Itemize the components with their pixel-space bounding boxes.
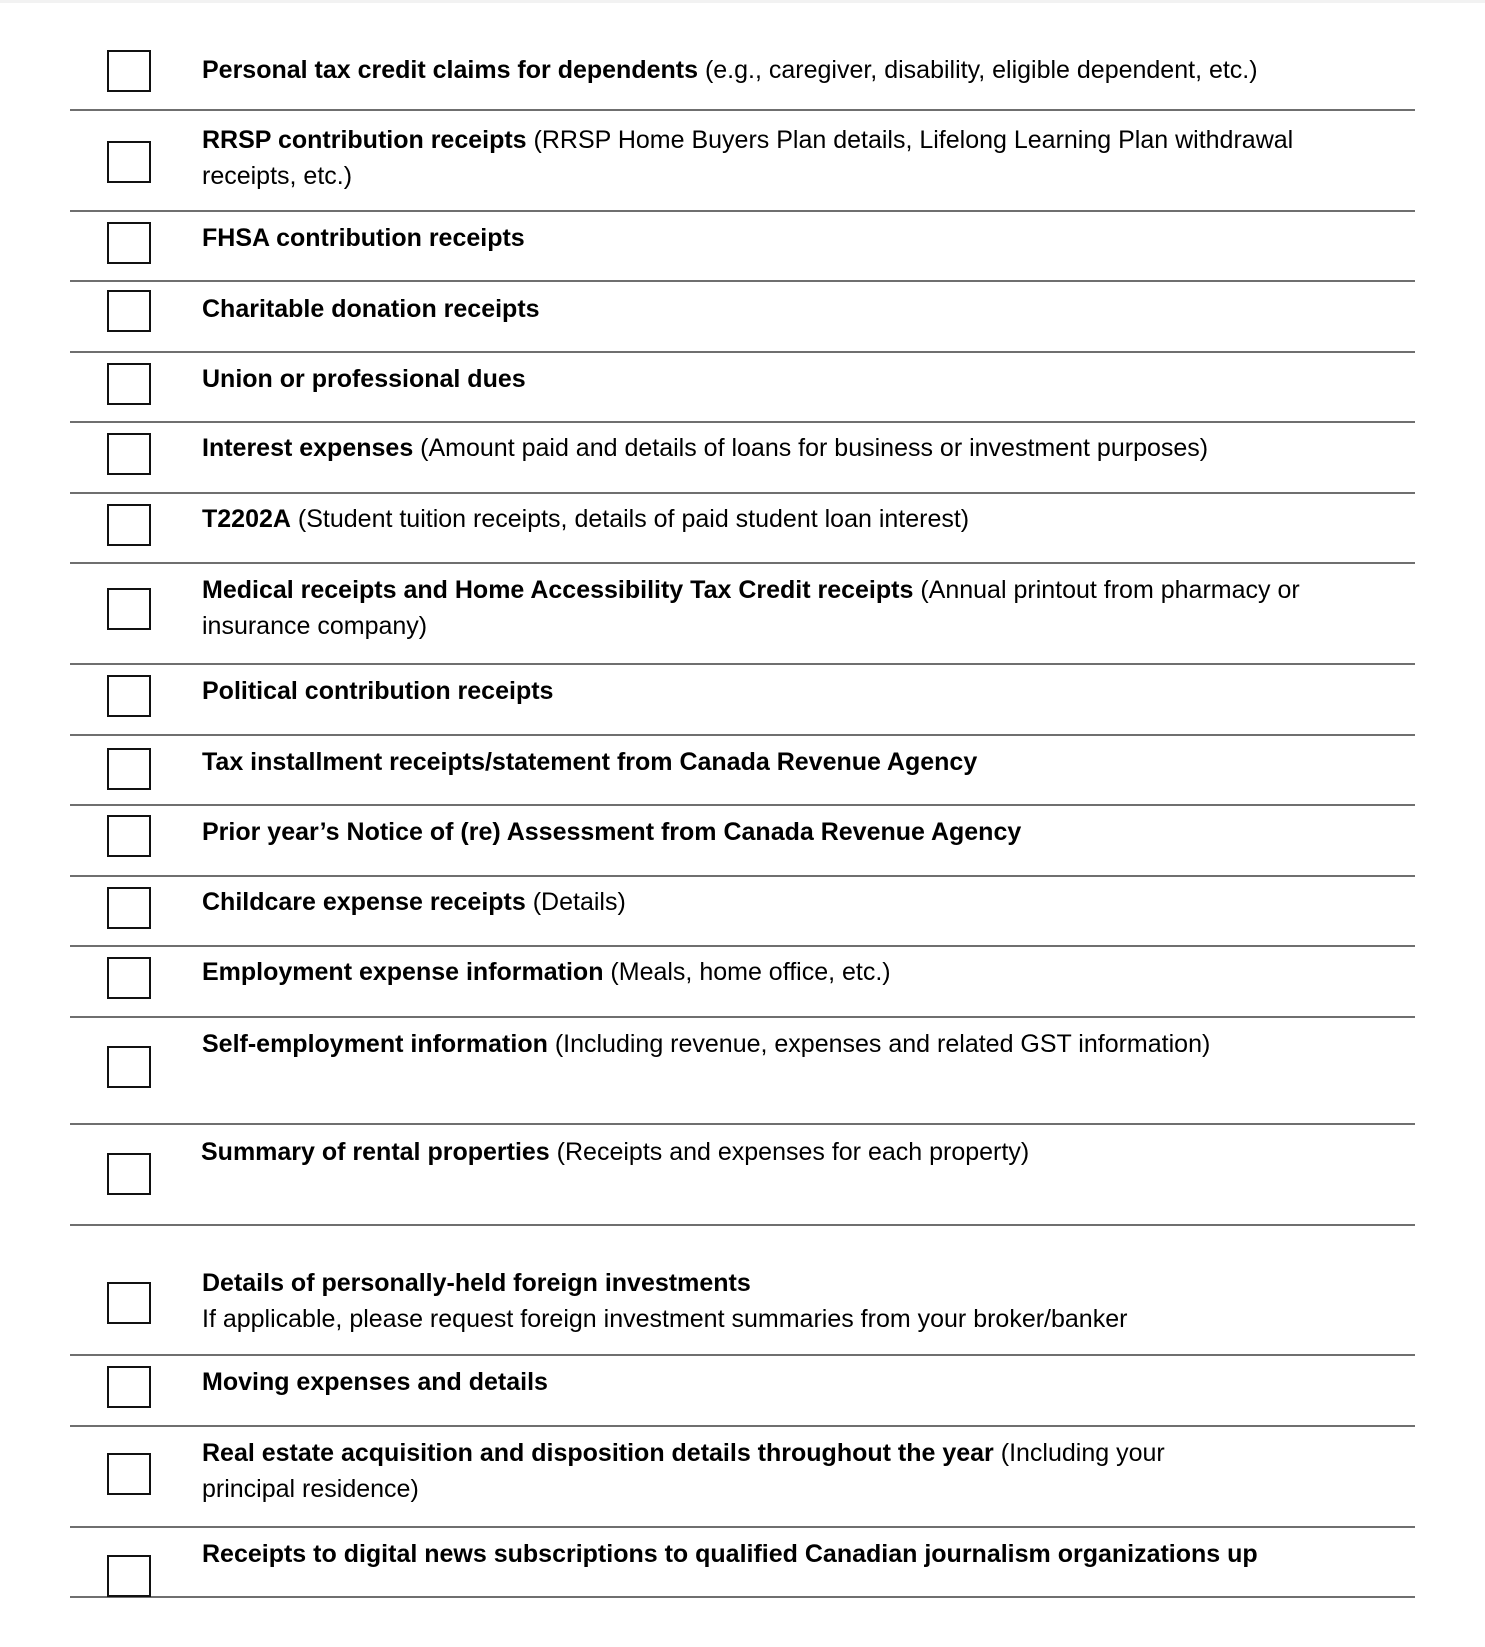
item-title: Tax installment receipts/statement from Canada Revenue Agency	[202, 748, 978, 776]
item-text	[202, 744, 1375, 780]
item-text	[202, 954, 1375, 990]
item-detail: (Receipts and expenses for each property)	[556, 1138, 1030, 1166]
item-title: Details of personally-held foreign investments	[202, 1269, 751, 1297]
item-text	[202, 673, 1375, 709]
item-text	[202, 361, 1375, 397]
checklist-row	[70, 736, 1415, 806]
checkbox[interactable]	[107, 363, 151, 405]
checklist-row	[70, 665, 1415, 736]
item-title: Employment expense information	[202, 958, 604, 986]
checkbox[interactable]	[107, 1555, 151, 1597]
checkbox[interactable]	[107, 50, 151, 92]
checklist-row	[70, 1356, 1415, 1427]
checkbox[interactable]	[107, 222, 151, 264]
checkbox[interactable]	[107, 433, 151, 475]
checklist-row	[70, 877, 1415, 947]
checkbox[interactable]	[107, 1453, 151, 1495]
item-text	[201, 1134, 1375, 1170]
item-title: Political contribution receipts	[202, 677, 554, 705]
item-text	[202, 814, 1375, 850]
checklist-row	[70, 282, 1415, 353]
item-title: Moving expenses and details	[202, 1368, 548, 1396]
item-title: Self-employment information	[202, 1030, 548, 1058]
item-subline: If applicable, please request foreign investment summaries from your broker/banker	[202, 1305, 1128, 1333]
checklist-row	[70, 1528, 1415, 1598]
item-title: FHSA contribution receipts	[202, 224, 525, 252]
checkbox[interactable]	[107, 504, 151, 546]
item-text	[202, 884, 1375, 920]
checkbox[interactable]	[107, 675, 151, 717]
item-text	[202, 430, 1375, 466]
checklist-row	[70, 1427, 1415, 1528]
checkbox[interactable]	[107, 748, 151, 790]
checklist-row	[70, 564, 1415, 665]
item-title: RRSP contribution receipts	[202, 126, 527, 154]
checklist-row	[70, 1125, 1415, 1226]
item-text	[202, 220, 1375, 256]
item-text	[202, 501, 1375, 537]
item-detail: (Annual printout from pharmacy or insurance company)	[202, 576, 1300, 640]
item-text	[202, 1435, 1215, 1507]
checklist-row	[70, 806, 1415, 877]
checklist-row	[70, 494, 1415, 564]
item-detail: (Student tuition receipts, details of paid student loan interest)	[297, 505, 970, 533]
item-text	[202, 1364, 1375, 1400]
item-text	[202, 1026, 1375, 1062]
checklist-row	[70, 212, 1415, 282]
checklist-row	[70, 1018, 1415, 1125]
item-text	[202, 1265, 1375, 1337]
item-detail: (Including your principal residence)	[202, 1439, 1165, 1503]
checkbox[interactable]	[107, 887, 151, 929]
item-detail: (e.g., caregiver, disability, eligible dependent, etc.)	[704, 56, 1258, 84]
checkbox[interactable]	[107, 1153, 151, 1195]
checklist-row	[70, 111, 1415, 212]
item-text	[202, 291, 1375, 327]
checklist-row	[70, 38, 1415, 111]
item-text	[202, 1536, 1375, 1572]
checklist-row	[70, 947, 1415, 1018]
checkbox[interactable]	[107, 141, 151, 183]
item-title: Receipts to digital news subscriptions to qualified Canadian journalism organizations up	[202, 1540, 1258, 1568]
item-title: T2202A	[202, 505, 291, 533]
checkbox[interactable]	[107, 290, 151, 332]
checkbox[interactable]	[107, 1282, 151, 1324]
item-detail: (Including revenue, expenses and related GST information)	[554, 1030, 1211, 1058]
item-title: Interest expenses	[202, 434, 414, 462]
item-title: Prior year’s Notice of (re) Assessment from Canada Revenue Agency	[202, 818, 1022, 846]
item-detail: (Amount paid and details of loans for business or investment purposes)	[420, 434, 1209, 462]
item-detail: (RRSP Home Buyers Plan details, Lifelong Learning Plan withdrawal receipts, etc.)	[202, 126, 1294, 190]
item-title: Personal tax credit claims for dependents	[202, 56, 698, 84]
item-text	[202, 122, 1375, 194]
item-title: Summary of rental properties	[201, 1138, 550, 1166]
item-title: Real estate acquisition and disposition details throughout the year	[202, 1439, 994, 1467]
checklist-row	[70, 423, 1415, 494]
item-title: Childcare expense receipts	[202, 888, 526, 916]
checklist-row	[70, 1226, 1415, 1356]
checkbox[interactable]	[107, 957, 151, 999]
item-title: Union or professional dues	[202, 365, 526, 393]
checkbox[interactable]	[107, 588, 151, 630]
item-title: Medical receipts and Home Accessibility Tax Credit receipts	[202, 576, 914, 604]
item-title: Charitable donation receipts	[202, 295, 540, 323]
item-detail: (Meals, home office, etc.)	[610, 958, 891, 986]
item-text	[202, 572, 1375, 644]
item-detail: (Details)	[532, 888, 626, 916]
checkbox[interactable]	[107, 1366, 151, 1408]
checklist-row	[70, 353, 1415, 423]
checkbox[interactable]	[107, 1046, 151, 1088]
checkbox[interactable]	[107, 815, 151, 857]
item-text	[202, 52, 1375, 88]
